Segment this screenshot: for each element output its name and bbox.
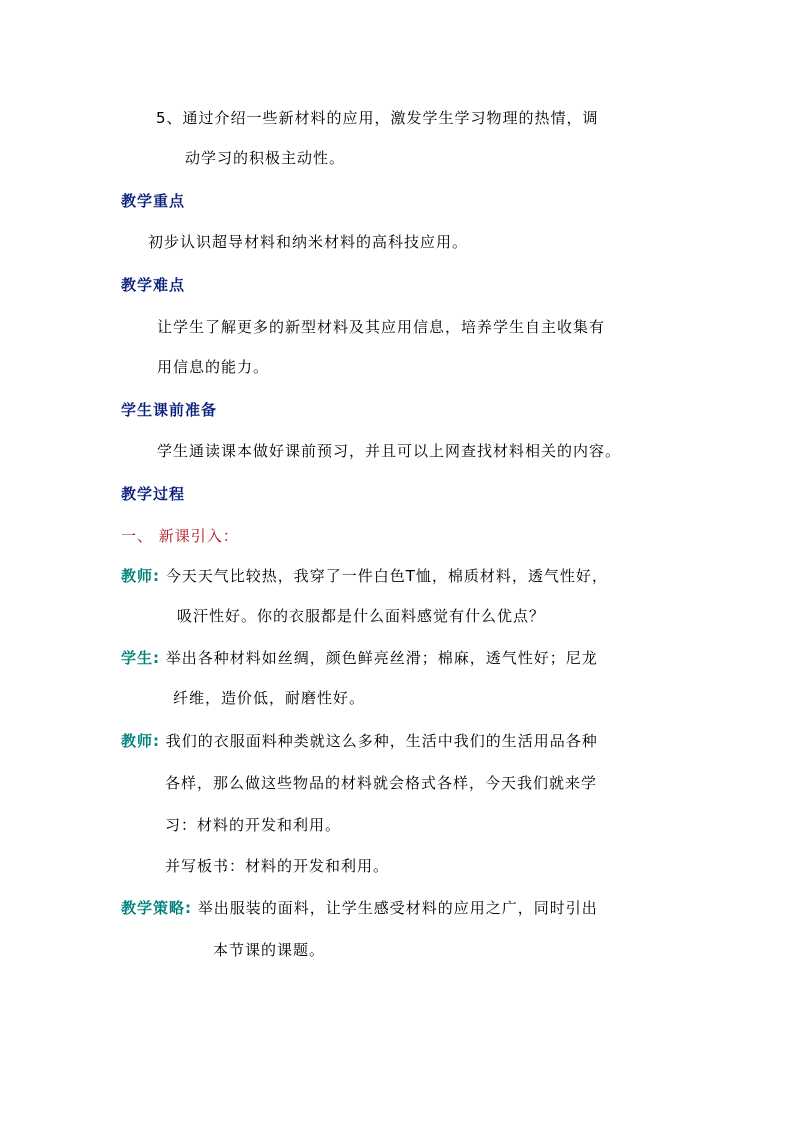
student-line-2: 纤维，造价低，耐磨性好。 xyxy=(173,689,366,707)
teacher-1-line-1 xyxy=(121,566,608,586)
strategy-line-1 xyxy=(121,898,598,918)
process-heading: 教学过程 xyxy=(121,485,186,503)
teacher-2-line-3: 习：材料的开发和利用。 xyxy=(165,816,342,834)
section-1-title: 一、 新课引入： xyxy=(121,527,239,545)
teacher-2-line-4: 并写板书：材料的开发和利用。 xyxy=(165,857,390,875)
difficult-points-line-2: 用信息的能力。 xyxy=(157,358,270,376)
teacher-1-line-2: 吸汗性好。你的衣服都是什么面料感觉有什么优点？ xyxy=(177,607,546,625)
student-line-1 xyxy=(121,648,598,668)
teacher-2-line-1 xyxy=(121,731,598,751)
strategy-text-1: 举出服装的面料，让学生感受材料的应用之广，同时引出 xyxy=(192,899,598,917)
strategy-label: 教学策略: xyxy=(121,899,192,917)
teacher-2-text-1: 我们的衣服面料种类就这么多种，生活中我们的生活用品各种 xyxy=(160,732,598,750)
teacher-1-text-1: 今天天气比较热，我穿了一件白色T恤，棉质材料，透气性好， xyxy=(160,567,608,585)
strategy-line-2: 本节课的课题。 xyxy=(213,941,326,959)
goal-5-line-2: 动学习的积极主动性。 xyxy=(185,149,346,167)
preparation-text: 学生通读课本做好课前预习，并且可以上网查找材料相关的内容。 xyxy=(157,442,622,460)
preparation-heading: 学生课前准备 xyxy=(121,401,218,419)
teacher-label: 教师: xyxy=(121,567,160,585)
key-points-heading: 教学重点 xyxy=(121,192,186,210)
difficult-points-heading: 教学难点 xyxy=(121,276,186,294)
student-label: 学生: xyxy=(121,649,160,667)
student-text-1: 举出各种材料如丝绸，颜色鲜亮丝滑；棉麻，透气性好；尼龙 xyxy=(160,649,598,667)
teacher-2-line-2: 各样，那么做这些物品的材料就会格式各样，今天我们就来学 xyxy=(165,774,598,792)
teacher-label: 教师: xyxy=(121,732,160,750)
key-points-text: 初步认识超导材料和纳米材料的高科技应用。 xyxy=(148,233,469,251)
difficult-points-line-1: 让学生了解更多的新型材料及其应用信息，培养学生自主收集有 xyxy=(157,318,606,336)
goal-5-line-1: 5、通过介绍一些新材料的应用，激发学生学习物理的热情，调 xyxy=(156,109,599,127)
